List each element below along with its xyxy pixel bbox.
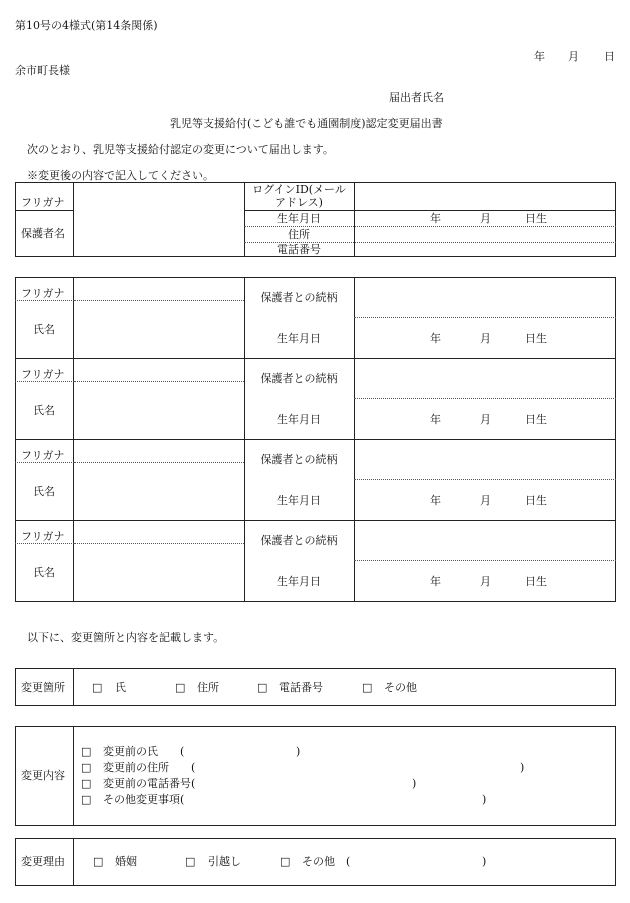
guardian-birth-label: 生年月日: [277, 212, 321, 225]
checkbox-icon[interactable]: □: [81, 761, 92, 774]
date-year-label: 年: [534, 50, 545, 63]
child-birth-year: 年: [430, 575, 441, 588]
child-furigana-label: フリガナ: [21, 368, 65, 381]
checkbox-icon[interactable]: □: [92, 681, 103, 694]
close-paren: ): [520, 761, 525, 774]
child-relation-label: 保護者との続柄: [260, 534, 338, 547]
login-id-label-line1: ログインID(メール: [252, 183, 346, 196]
child-birth-label: 生年月日: [277, 494, 321, 507]
child-birth-day: 日生: [525, 494, 547, 507]
child-birth-month: 月: [480, 575, 491, 588]
date-day-label: 日: [604, 50, 615, 63]
reason-other: その他 (: [302, 855, 351, 868]
login-id-label-line2: アドレス): [275, 196, 323, 209]
option-surname: 氏: [115, 681, 126, 694]
guardian-name-label: 保護者名: [21, 227, 65, 240]
child-birth-year: 年: [430, 494, 441, 507]
guardian-birth-month: 月: [480, 212, 491, 225]
intro-text: 次のとおり、乳児等支援給付認定の変更について届出します。: [27, 143, 334, 156]
option-phone: 電話番号: [279, 681, 323, 694]
child-birth-month: 月: [480, 332, 491, 345]
checkbox-icon[interactable]: □: [175, 681, 186, 694]
option-address: 住所: [197, 681, 219, 694]
guardian-birth-day: 日生: [525, 212, 547, 225]
checkbox-icon[interactable]: □: [81, 793, 92, 806]
change-content-label: 変更内容: [21, 769, 65, 782]
prev-address-label: 変更前の住所 (: [103, 761, 196, 774]
reason-marriage: 婚姻: [115, 855, 137, 868]
guardian-furigana-label: フリガナ: [21, 196, 65, 209]
child-birth-month: 月: [480, 494, 491, 507]
close-paren: ): [412, 777, 417, 790]
change-reason-label: 変更理由: [21, 855, 65, 868]
checkbox-icon[interactable]: □: [362, 681, 373, 694]
child-relation-label: 保護者との続柄: [260, 291, 338, 304]
child-furigana-label: フリガナ: [21, 530, 65, 543]
close-paren: ): [296, 745, 301, 758]
checkbox-icon[interactable]: □: [81, 745, 92, 758]
change-content-box: [15, 726, 616, 826]
close-paren: ): [482, 793, 487, 806]
checkbox-icon[interactable]: □: [185, 855, 196, 868]
addressee: 余市町長様: [15, 64, 70, 77]
child-birth-month: 月: [480, 413, 491, 426]
child-birth-day: 日生: [525, 575, 547, 588]
reason-move: 引越し: [208, 855, 241, 868]
child-birth-label: 生年月日: [277, 575, 321, 588]
child-birth-year: 年: [430, 413, 441, 426]
form-number: 第10号の4様式(第14条関係): [15, 19, 158, 32]
prev-phone-label: 変更前の電話番号(: [103, 777, 196, 790]
checkbox-icon[interactable]: □: [81, 777, 92, 790]
close-paren: ): [482, 855, 487, 868]
applicant-name-label: 届出者氏名: [389, 91, 444, 104]
guardian-birth-year: 年: [430, 212, 441, 225]
child-relation-label: 保護者との続柄: [260, 372, 338, 385]
prev-surname-label: 変更前の氏 (: [103, 745, 185, 758]
guardian-phone-label: 電話番号: [277, 243, 321, 256]
note-text: ※変更後の内容で記入してください。: [27, 169, 214, 182]
child-birth-label: 生年月日: [277, 413, 321, 426]
child-birth-label: 生年月日: [277, 332, 321, 345]
document-title: 乳児等支援給付(こども誰でも通園制度)認定変更届出書: [170, 117, 443, 130]
option-other: その他: [384, 681, 417, 694]
change-place-label: 変更箇所: [21, 681, 65, 694]
child-furigana-label: フリガナ: [21, 287, 65, 300]
child-name-label: 氏名: [33, 404, 55, 417]
date-month-label: 月: [568, 50, 579, 63]
other-change-label: その他変更事項(: [103, 793, 185, 806]
child-relation-label: 保護者との続柄: [260, 453, 338, 466]
checkbox-icon[interactable]: □: [257, 681, 268, 694]
guardian-address-label: 住所: [288, 228, 310, 241]
child-birth-day: 日生: [525, 413, 547, 426]
changes-intro: 以下に、変更箇所と内容を記載します。: [27, 631, 225, 644]
child-name-label: 氏名: [33, 485, 55, 498]
child-birth-year: 年: [430, 332, 441, 345]
child-name-label: 氏名: [33, 566, 55, 579]
checkbox-icon[interactable]: □: [93, 855, 104, 868]
child-name-label: 氏名: [33, 323, 55, 336]
child-birth-day: 日生: [525, 332, 547, 345]
child-furigana-label: フリガナ: [21, 449, 65, 462]
checkbox-icon[interactable]: □: [280, 855, 291, 868]
